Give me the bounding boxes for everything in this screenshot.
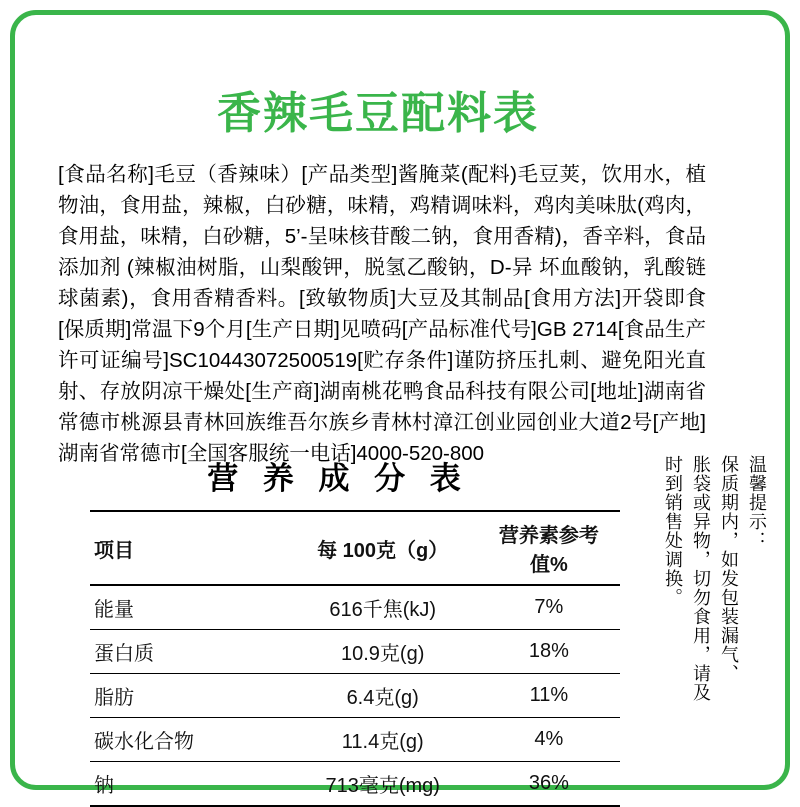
warning-line-1: 温馨提示： bbox=[747, 455, 767, 550]
row-value-fat: 6.4克(g) bbox=[288, 674, 478, 718]
warning-line-4: 时到销售处调换。 bbox=[663, 455, 683, 607]
column-header-per100g: 每 100克（g） bbox=[288, 511, 478, 585]
row-value-sodium: 713毫克(mg) bbox=[288, 762, 478, 807]
nutrition-table bbox=[90, 510, 620, 807]
row-nrv-energy: 7% bbox=[478, 585, 620, 630]
table-row bbox=[90, 630, 620, 674]
table-header-row bbox=[90, 511, 620, 585]
row-label-sodium: 钠 bbox=[90, 762, 288, 807]
row-value-energy: 616千焦(kJ) bbox=[288, 585, 478, 630]
table-row bbox=[90, 718, 620, 762]
nutrition-heading: 营 养 成 分 表 bbox=[207, 461, 469, 496]
row-label-protein: 蛋白质 bbox=[90, 630, 288, 674]
column-header-nrv: 营养素参考值% bbox=[478, 511, 620, 585]
row-nrv-protein: 18% bbox=[478, 630, 620, 674]
row-label-fat: 脂肪 bbox=[90, 674, 288, 718]
table-row bbox=[90, 674, 620, 718]
warning-notice bbox=[660, 455, 770, 765]
column-header-item: 项目 bbox=[90, 511, 288, 585]
row-label-carbohydrate: 碳水化合物 bbox=[90, 718, 288, 762]
warning-line-2: 保质期内，如发包装漏气、 bbox=[719, 455, 739, 683]
page-title: 香辣毛豆配料表 bbox=[217, 89, 539, 138]
row-nrv-fat: 11% bbox=[478, 674, 620, 718]
label-content bbox=[58, 55, 748, 797]
row-value-protein: 10.9克(g) bbox=[288, 630, 478, 674]
warning-line-3: 胀袋或异物，切勿食用，请及 bbox=[691, 455, 711, 702]
table-row bbox=[90, 585, 620, 630]
table-row bbox=[90, 762, 620, 807]
row-value-carbohydrate: 11.4克(g) bbox=[288, 718, 478, 762]
ingredients-paragraph: [食品名称]毛豆（香辣味）[产品类型]酱腌菜(配料)毛豆荚，饮用水，植物油，食用盐，辣椒，白砂糖，味精，鸡精调味料，鸡肉美味肽(鸡肉，食用盐，味精，白砂糖，5’-呈味核苷酸二钠，食用香精)，香辛料，食品添加剂 (辣椒油树脂，山梨酸钾，脱氢乙酸钠，D-异 坏血酸钠，乳酸链球菌素)，食用香精香料。[致敏物质]大豆及其制品[食用方法]开袋即食[保质期]常温下9个月[生产日期]见喷码[产品标准代号]GB 2714[食品生产许可证编号]SC10443072500519[贮存条件]谨防挤压扎刺、避免阳光直射、存放阴凉干燥处[生产商]湖南桃花鸭食品科技有限公司[地址]湖南省常德市桃源县青林回族维吾尔族乡青林村漳江创业园创业大道2号[产地]湖南省常德市[全国客服统一电话]4000-520-800 bbox=[58, 163, 706, 465]
row-nrv-sodium: 36% bbox=[478, 762, 620, 807]
nutrition-section bbox=[58, 453, 688, 807]
row-nrv-carbohydrate: 4% bbox=[478, 718, 620, 762]
row-label-energy: 能量 bbox=[90, 585, 288, 630]
